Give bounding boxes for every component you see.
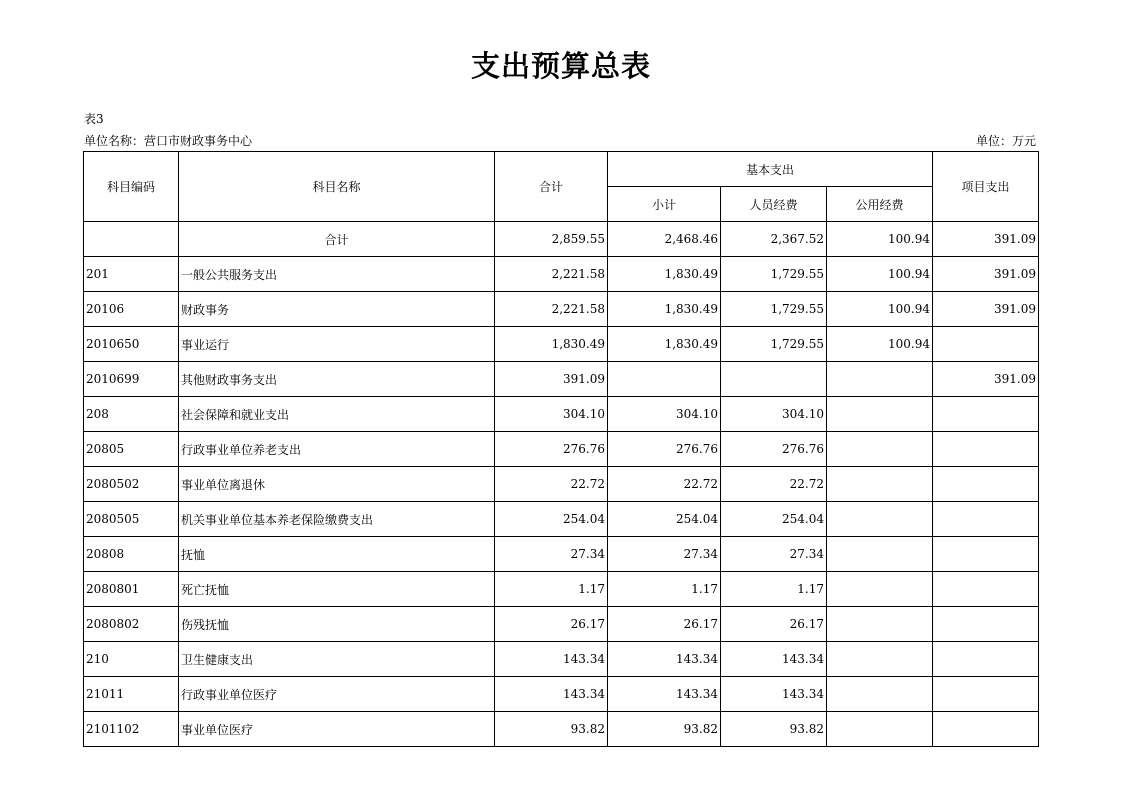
cell-project	[933, 397, 1039, 432]
cell-code	[84, 222, 179, 257]
cell-code: 21011	[84, 677, 179, 712]
cell-subtotal: 93.82	[608, 712, 721, 747]
cell-total: 1.17	[495, 572, 608, 607]
table-row	[84, 677, 1039, 712]
cell-project: 391.09	[933, 257, 1039, 292]
cell-name: 财政事务	[179, 292, 495, 327]
header-total: 合计	[495, 152, 608, 222]
cell-name: 事业运行	[179, 327, 495, 362]
cell-total: 2,859.55	[495, 222, 608, 257]
cell-subtotal: 1.17	[608, 572, 721, 607]
cell-code: 20805	[84, 432, 179, 467]
cell-total: 2,221.58	[495, 292, 608, 327]
cell-project	[933, 502, 1039, 537]
cell-total: 254.04	[495, 502, 608, 537]
table-row	[84, 292, 1039, 327]
table-row	[84, 502, 1039, 537]
cell-total: 27.34	[495, 537, 608, 572]
table-row	[84, 327, 1039, 362]
cell-public	[827, 607, 933, 642]
table-row	[84, 222, 1039, 257]
header-code: 科目编码	[84, 152, 179, 222]
unit-label: 单位：万元	[975, 134, 1036, 148]
cell-public: 100.94	[827, 327, 933, 362]
cell-personnel: 254.04	[721, 502, 827, 537]
cell-name: 伤残抚恤	[179, 607, 495, 642]
table-row	[84, 362, 1039, 397]
cell-code: 2010699	[84, 362, 179, 397]
cell-code: 20106	[84, 292, 179, 327]
header-basic: 基本支出	[608, 152, 933, 187]
header-personnel: 人员经费	[721, 187, 827, 222]
cell-name: 合计	[179, 222, 495, 257]
cell-personnel	[721, 362, 827, 397]
cell-public	[827, 677, 933, 712]
cell-personnel: 276.76	[721, 432, 827, 467]
cell-total: 2,221.58	[495, 257, 608, 292]
cell-project	[933, 677, 1039, 712]
cell-subtotal: 276.76	[608, 432, 721, 467]
cell-subtotal	[608, 362, 721, 397]
cell-project	[933, 712, 1039, 747]
cell-name: 社会保障和就业支出	[179, 397, 495, 432]
cell-code: 2010650	[84, 327, 179, 362]
cell-personnel: 2,367.52	[721, 222, 827, 257]
cell-personnel: 1,729.55	[721, 257, 827, 292]
cell-subtotal: 1,830.49	[608, 327, 721, 362]
cell-subtotal: 1,830.49	[608, 292, 721, 327]
cell-project	[933, 537, 1039, 572]
unit-name: 单位名称：营口市财政事务中心	[84, 134, 253, 148]
cell-name: 死亡抚恤	[179, 572, 495, 607]
cell-public: 100.94	[827, 222, 933, 257]
cell-code: 2080801	[84, 572, 179, 607]
cell-code: 2080802	[84, 607, 179, 642]
cell-public: 100.94	[827, 257, 933, 292]
cell-total: 143.34	[495, 642, 608, 677]
table-row	[84, 712, 1039, 747]
cell-personnel: 26.17	[721, 607, 827, 642]
cell-subtotal: 27.34	[608, 537, 721, 572]
table-row	[84, 537, 1039, 572]
cell-personnel: 1,729.55	[721, 327, 827, 362]
cell-total: 93.82	[495, 712, 608, 747]
header-name: 科目名称	[179, 152, 495, 222]
page-title: 支出预算总表	[470, 49, 651, 83]
cell-public	[827, 712, 933, 747]
cell-personnel: 27.34	[721, 537, 827, 572]
cell-code: 20808	[84, 537, 179, 572]
cell-project	[933, 432, 1039, 467]
cell-personnel: 143.34	[721, 677, 827, 712]
cell-total: 1,830.49	[495, 327, 608, 362]
cell-public	[827, 397, 933, 432]
cell-public	[827, 502, 933, 537]
cell-name: 抚恤	[179, 537, 495, 572]
cell-name: 卫生健康支出	[179, 642, 495, 677]
cell-total: 304.10	[495, 397, 608, 432]
table-row	[84, 397, 1039, 432]
cell-subtotal: 2,468.46	[608, 222, 721, 257]
header-subtotal: 小计	[608, 187, 721, 222]
cell-total: 276.76	[495, 432, 608, 467]
cell-total: 391.09	[495, 362, 608, 397]
cell-code: 201	[84, 257, 179, 292]
table-body	[84, 222, 1039, 747]
cell-name: 事业单位离退休	[179, 467, 495, 502]
cell-name: 机关事业单位基本养老保险缴费支出	[179, 502, 495, 537]
table-row	[84, 642, 1039, 677]
cell-project: 391.09	[933, 222, 1039, 257]
cell-subtotal: 143.34	[608, 642, 721, 677]
cell-subtotal: 1,830.49	[608, 257, 721, 292]
cell-name: 事业单位医疗	[179, 712, 495, 747]
cell-personnel: 1,729.55	[721, 292, 827, 327]
cell-code: 208	[84, 397, 179, 432]
budget-table	[83, 151, 1039, 747]
cell-project	[933, 467, 1039, 502]
cell-name: 行政事业单位养老支出	[179, 432, 495, 467]
table-row	[84, 257, 1039, 292]
table-number: 表3	[84, 112, 104, 126]
cell-code: 210	[84, 642, 179, 677]
cell-project	[933, 327, 1039, 362]
cell-project	[933, 572, 1039, 607]
cell-public	[827, 537, 933, 572]
table-row	[84, 572, 1039, 607]
cell-public	[827, 642, 933, 677]
table-row	[84, 432, 1039, 467]
cell-personnel: 1.17	[721, 572, 827, 607]
cell-code: 2080505	[84, 502, 179, 537]
cell-project	[933, 642, 1039, 677]
header-project: 项目支出	[933, 152, 1039, 222]
cell-name: 其他财政事务支出	[179, 362, 495, 397]
cell-subtotal: 254.04	[608, 502, 721, 537]
cell-subtotal: 304.10	[608, 397, 721, 432]
cell-personnel: 22.72	[721, 467, 827, 502]
cell-public	[827, 572, 933, 607]
cell-total: 143.34	[495, 677, 608, 712]
cell-code: 2080502	[84, 467, 179, 502]
table-row	[84, 607, 1039, 642]
cell-project	[933, 607, 1039, 642]
cell-public: 100.94	[827, 292, 933, 327]
header-public: 公用经费	[827, 187, 933, 222]
cell-personnel: 304.10	[721, 397, 827, 432]
cell-project: 391.09	[933, 362, 1039, 397]
cell-total: 26.17	[495, 607, 608, 642]
cell-name: 一般公共服务支出	[179, 257, 495, 292]
table-row	[84, 467, 1039, 502]
cell-personnel: 93.82	[721, 712, 827, 747]
cell-public	[827, 362, 933, 397]
cell-public	[827, 432, 933, 467]
cell-total: 22.72	[495, 467, 608, 502]
cell-subtotal: 22.72	[608, 467, 721, 502]
cell-public	[827, 467, 933, 502]
cell-project: 391.09	[933, 292, 1039, 327]
cell-name: 行政事业单位医疗	[179, 677, 495, 712]
cell-code: 2101102	[84, 712, 179, 747]
cell-personnel: 143.34	[721, 642, 827, 677]
cell-subtotal: 26.17	[608, 607, 721, 642]
cell-subtotal: 143.34	[608, 677, 721, 712]
